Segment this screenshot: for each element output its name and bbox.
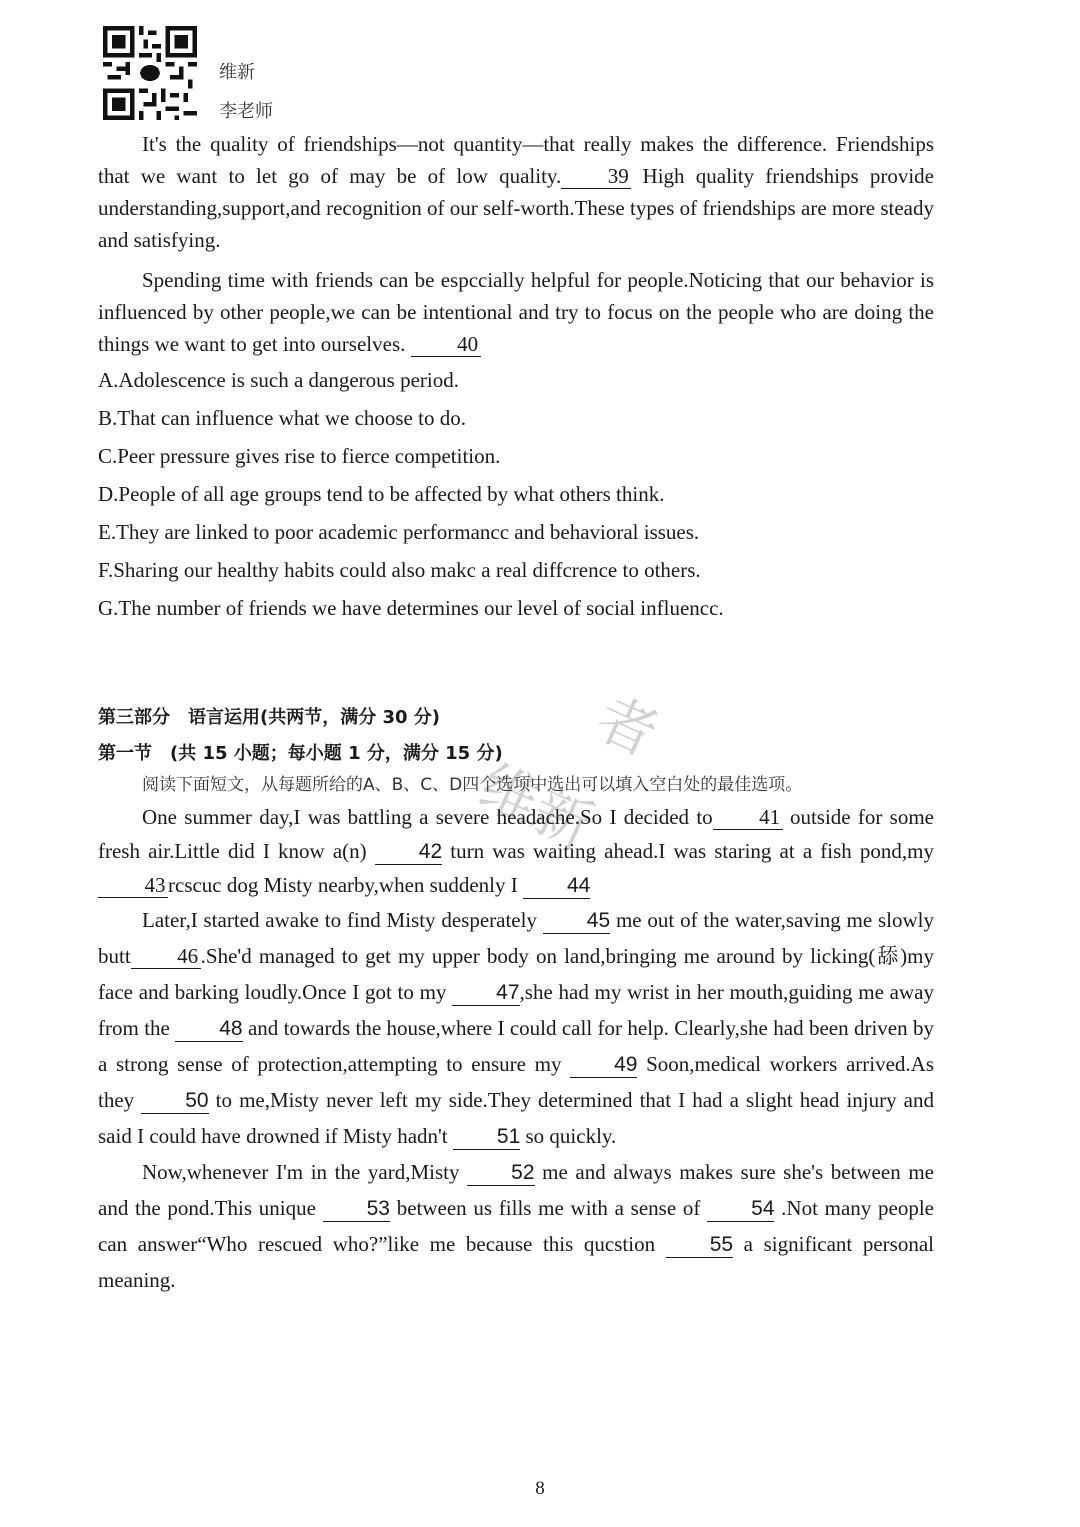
brand-line-2: 李老师: [219, 101, 273, 122]
passage-text: One summer day,I was battling a severe headache.So I decided to: [142, 805, 713, 829]
blank-53: 53: [323, 1197, 390, 1222]
passage-text: rcscuc dog Misty nearby,when suddenly I: [168, 873, 523, 897]
passage-text: turn was waiting ahead.I was staring at a fish pond,my: [442, 839, 934, 863]
passage-text: me out of the water,saving me slowly butt: [98, 908, 934, 968]
passage-text: ,she had my wrist in her mouth,guiding me away from the: [98, 980, 934, 1040]
section-title: 第一节 (共 15 小题；每小题 1 分，满分 15 分): [98, 743, 503, 764]
passage-text: so quickly.: [520, 1124, 617, 1148]
blank-41: 41: [713, 805, 783, 830]
watermark: 者: [586, 683, 668, 770]
passage-text: .She'd managed to get my upper body on land,bringing me around by licking(舔)my face and barking loudly.Once I got to my: [98, 944, 934, 1004]
option-d: D.People of all age groups tend to be affected by what others think.: [98, 482, 665, 506]
blank-49: 49: [570, 1053, 637, 1078]
page-content: [98, 128, 934, 1298]
option-e: E.They are linked to poor academic performancc and behavioral issues.: [98, 520, 700, 544]
instruction: 阅读下面短文，从每题所给的A、B、C、D四个选项中选出可以填入空白处的最佳选项。: [142, 775, 803, 795]
passage-text: to me,Misty never left my side.They determined that I had a slight head injury and said I could have drowned if Misty hadn't: [98, 1088, 934, 1148]
passage1-paragraph1: [98, 128, 934, 256]
passage-text: a significant personal meaning.: [98, 1232, 935, 1292]
option-c: C.Peer pressure gives rise to fierce competition.: [98, 444, 501, 468]
option-a: A.Adolescence is such a dangerous period.: [98, 368, 459, 392]
passage2-paragraph2: [98, 902, 934, 1154]
passage-text: me and always makes sure she's between me and the pond.This unique: [98, 1160, 934, 1220]
passage-text: High quality friendships provide understanding,support,and recognition of our self-worth.These types of friendships are more steady and satisfying.: [98, 164, 934, 252]
blank-47: 47: [452, 981, 519, 1006]
passage-text: Now,whenever I'm in the yard,Misty: [142, 1160, 468, 1184]
blank-44: 44: [523, 874, 590, 899]
option-b: B.That can influence what we choose to do.: [98, 406, 466, 430]
part-title: 第三部分 语言运用(共两节，满分 30 分): [98, 707, 441, 728]
blank-42: 42: [375, 840, 442, 865]
passage-text: Later,I started awake to find Misty desperately: [142, 908, 543, 932]
passage-text: between us fills me with a sense of: [389, 1196, 708, 1220]
passage2-paragraph3: [98, 1154, 934, 1298]
passage-text: Spending time with friends can be espccially helpful for people.Noticing that our behavior is influenced by other people,we can be intentional and try to focus on the people who are doing the things we want to get into ourselves.: [98, 268, 934, 356]
blank-48: 48: [175, 1017, 242, 1042]
blank-55: 55: [666, 1233, 733, 1258]
passage-text: .Not many people can answer“Who rescued who?”like me because this qucstion: [98, 1196, 935, 1256]
option-g: G.The number of friends we have determines our level of social influencc.: [98, 596, 724, 620]
blank-50: 50: [141, 1089, 208, 1114]
passage-text: It's the quality of friendships—not quantity—that really makes the difference. Friendships that we want to let go of may be of low quality.: [98, 132, 934, 188]
blank-40: 40: [411, 332, 481, 357]
watermark-2: 维新: [469, 751, 603, 862]
passage-text: Soon,medical workers arrived.As they: [98, 1052, 935, 1112]
blank-52: 52: [467, 1161, 534, 1186]
passage2-paragraph1: [98, 800, 934, 902]
blank-51: 51: [453, 1125, 520, 1150]
blank-45: 45: [543, 909, 610, 934]
blank-46: 46: [131, 944, 201, 969]
passage1-paragraph2: [98, 264, 934, 360]
page-header: [103, 26, 403, 122]
passage-text: outside for some fresh air.Little did I know a(n): [98, 805, 934, 863]
blank-39: 39: [561, 164, 631, 189]
brand-line-1: 维新: [219, 62, 255, 83]
blank-43: 43: [98, 873, 168, 898]
option-f: F.Sharing our healthy habits could also makc a real diffcrence to others.: [98, 558, 701, 582]
passage-text: and towards the house,where I could call for help. Clearly,she had been driven by a strong sense of protection,attempting to ensure my: [98, 1016, 934, 1076]
page-number: 8: [535, 1478, 545, 1499]
qr-code-icon: [103, 26, 197, 120]
blank-54: 54: [707, 1197, 774, 1222]
